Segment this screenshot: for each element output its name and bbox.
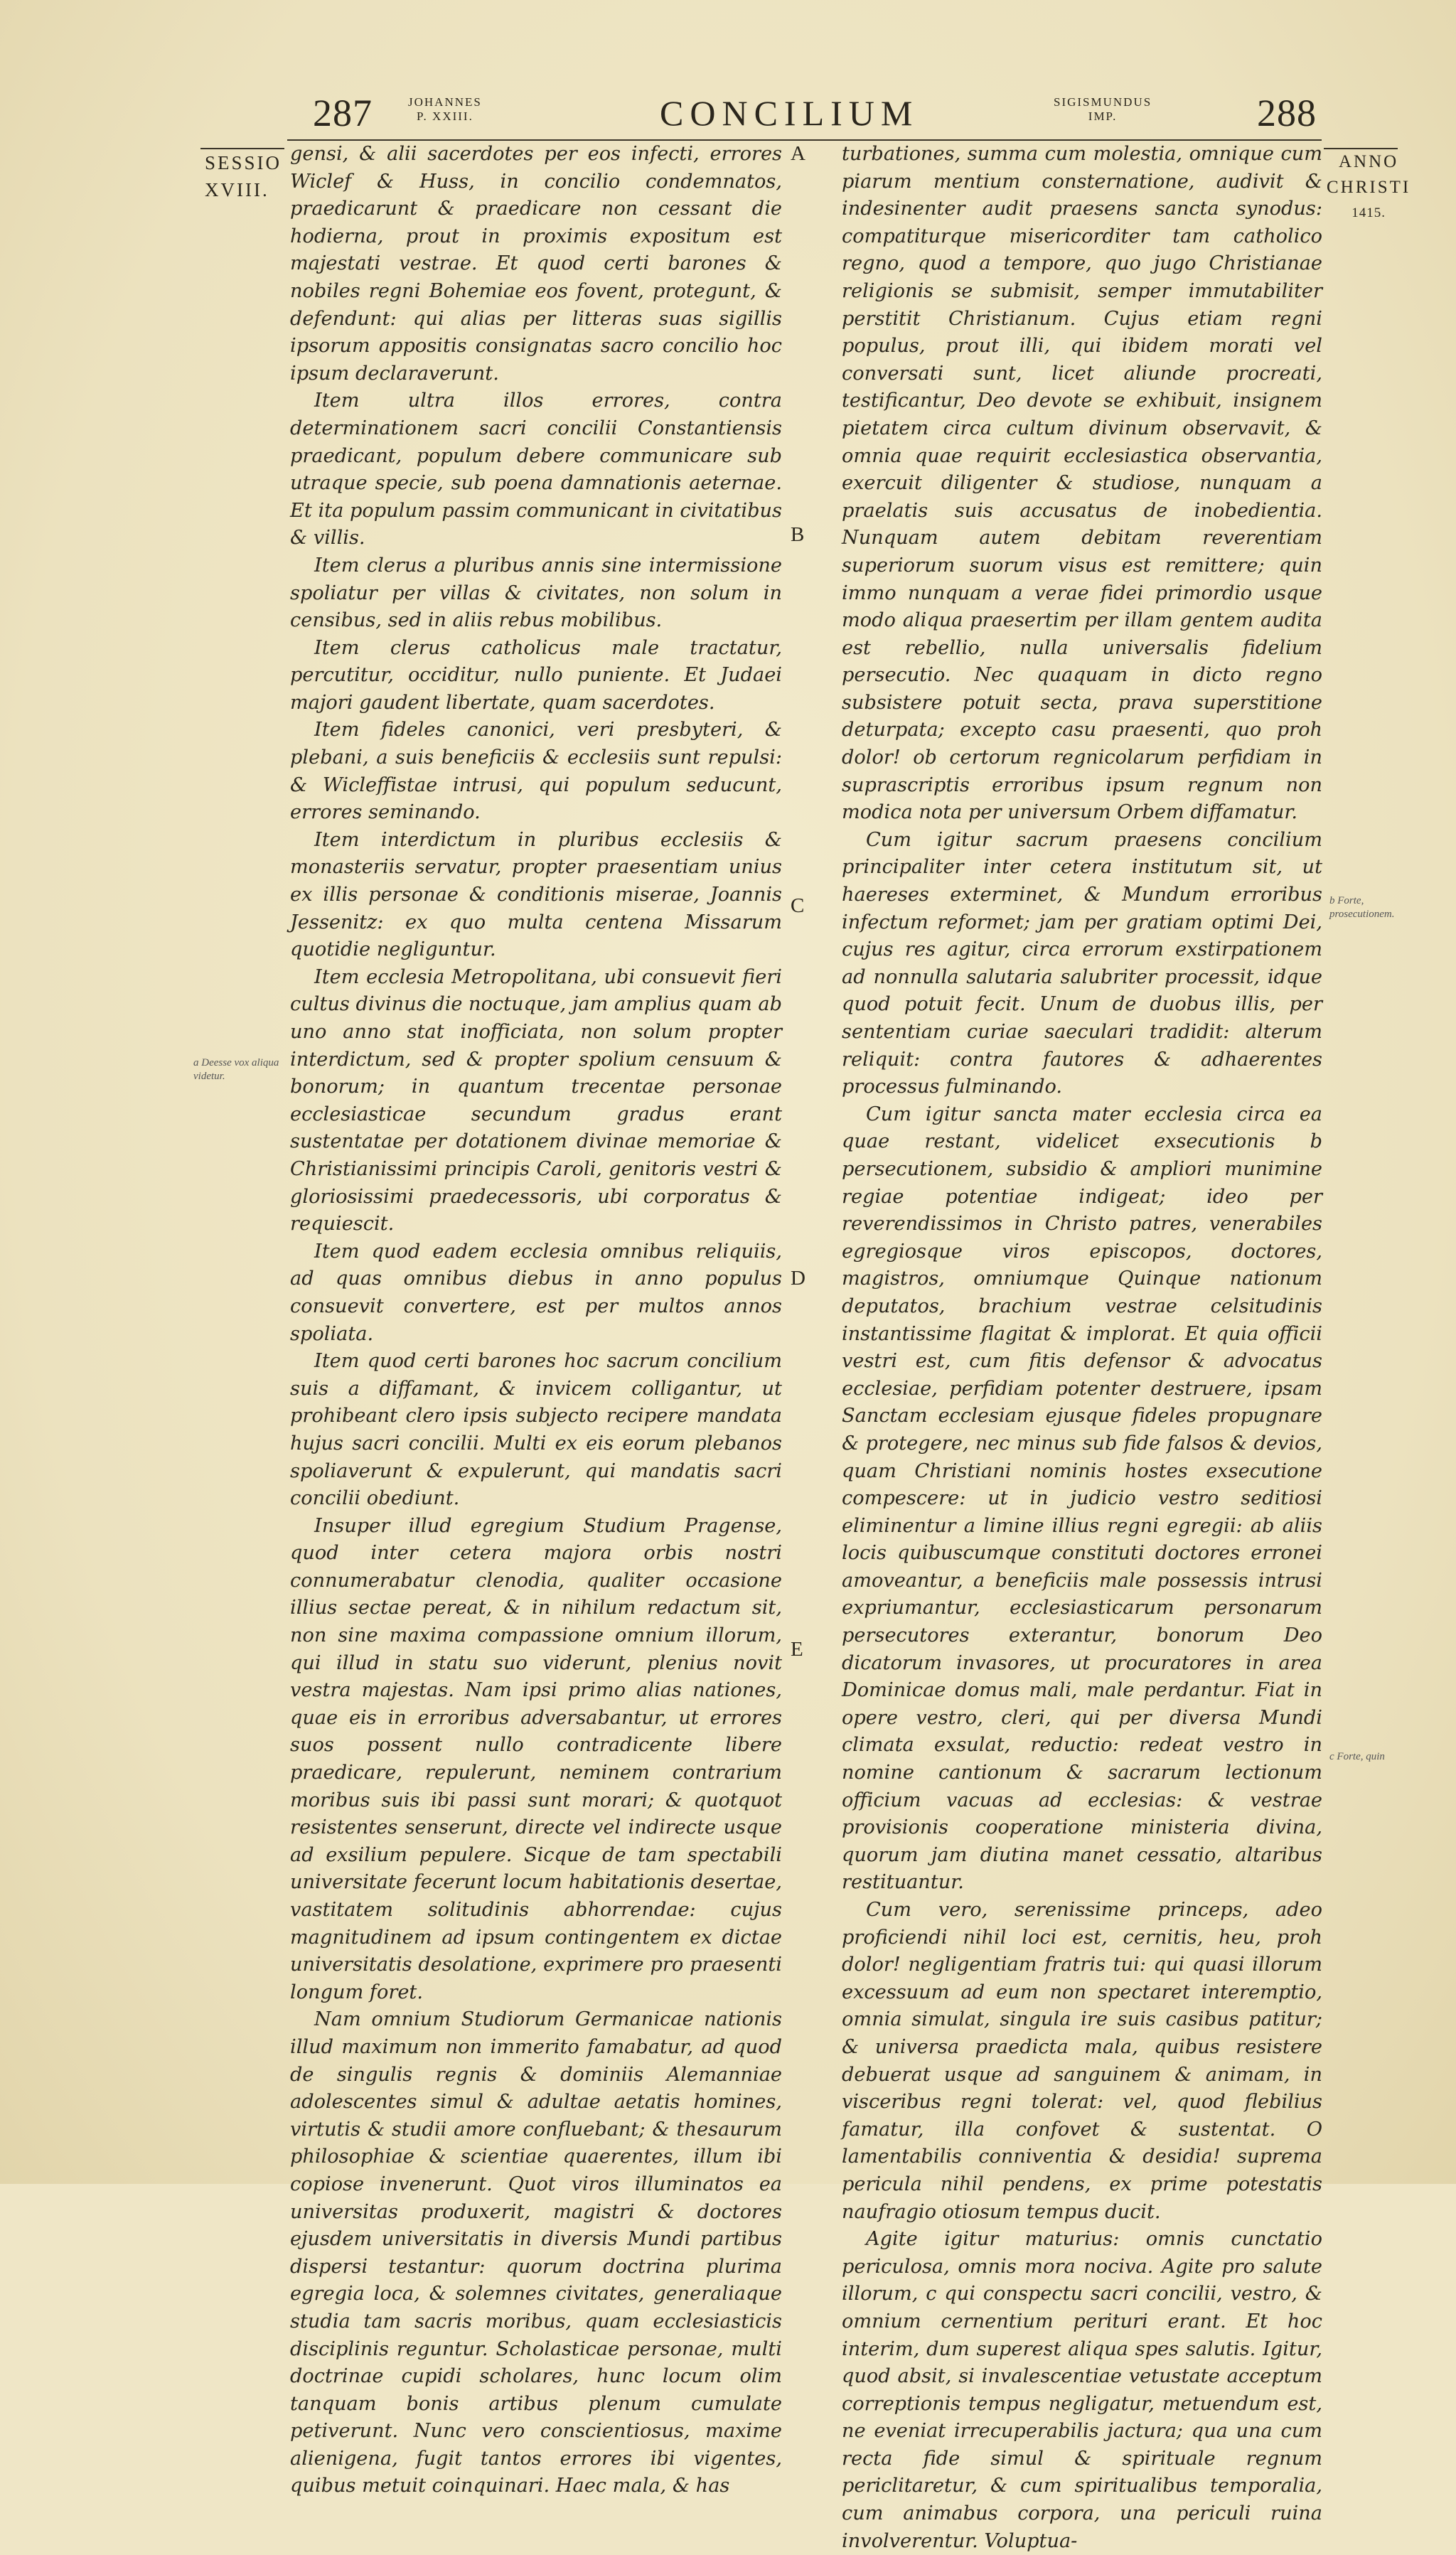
paragraph: Item ecclesia Metropolitana, ubi consuevit fieri cultus divinus die noctuque, jam amplius quam ab uno anno stat inofficiata, non solum propter interdictum, sed & propter spolium censuum & bonorum; in quantum trecentae personae ecclesiasticae secundum gradus erant sustentatae per dotationem divinae memoriae & Christianissimi principis Caroli, genitoris vestri & gloriosissimi praedecessoris, ubi corporatus & requiescit. [290, 965, 782, 1236]
paragraph: Item clerus catholicus male tractatur, percutitur, occiditur, nullo puniente. Et Judaei majori gaudent libertate, quam sacerdotes. [290, 636, 782, 714]
right-page-number: 288 [1257, 92, 1317, 134]
year-marker [1327, 149, 1410, 226]
year-value: 1415. [1351, 205, 1386, 220]
section-letter-d: D [791, 1267, 805, 1290]
left-page-number: 287 [313, 92, 373, 134]
running-head-pope-number: P. XXIII. [416, 109, 473, 123]
paragraph: Insuper illud egregium Studium Pragense, quod inter cetera majora orbis nostri connumerabatur clenodia, qualiter occasione illius sectae pereat, & in nihilum redactum sit, non sine maxima compassione omnium illorum, qui illud in statu suo viderunt, plenius novit vestra majestas. Nam ipsi primo alias nationes, quae eis in erroribus adversabantur, ut errores suos possent nullo contradicente libere praedicare, repulerunt, neminem contrarium moribus suis ibi passi sunt morari; & quotquot resistentes senserunt, directe vel indirecte usque ad exsilium pepulere. Sicque de tam spectabili universitate fecerunt locum habitationis desertae, vastitatem solitudinis abhorrendae: cujus magnitudinem ad ipsum contingentem ex dictae universitatis desolatione, exprimere pro praesenti longum foret. [290, 1514, 782, 2003]
paragraph: Agite igitur maturius: omnis cunctatio periculosa, omnis mora nociva. Agite pro salute illorum, c qui conspectu sacri concilii, vestro, & omnium cernentium perituri erant. Et hoc interim, dum superest aliqua spes salutis. Igitur, quod absit, si invalescentiae vetustate acceptum correptionis tempus negligatur, metuendum est, ne eveniat irrecuperabilis jactura; qua una cum recta fide simul & spirituale regnum periclitaretur, & cum spiritualibus temporalia, cum animabus corpora, una periculi ruina involverentur. Voluptua- [842, 2228, 1322, 2552]
paragraph: Cum igitur sacrum praesens concilium principaliter inter cetera institutum sit, ut haereses exterminet, & Mundum erroribus infectum reformet; jam per gratiam optimi Dei, cujus res agitur, circa errorum exstirpationem ad nonnulla salutaria salubriter processit, idque quod potuit fecit. Unum de duobus illis, per sententiam curiae saeculari tradidit: alterum reliquit: contra fautores & adhaerentes processus fulminando. [842, 828, 1322, 1098]
section-letter-c: C [791, 894, 805, 917]
left-running-head [408, 95, 482, 124]
paragraph: Item ultra illos errores, contra determinationem sacri concilii Constantiensis praedicant, populum debere communicare sub utraque specie, sub poena damnationis aeternae. Et ita populum passim communicant in civitatibus & villis. [290, 390, 782, 550]
paragraph: Item quod certi barones hoc sacrum concilium suis a diffamant, & invicem colligantur, ut prohibeant clero ipsis subjecto recipere mandata hujus sacri concilii. Multi ex eis eorum plebanos spoliaverunt & expulerunt, qui mandatis sacri concilii obediunt. [290, 1350, 782, 1510]
session-marker [205, 149, 282, 203]
sessio-number: XVIII. [205, 179, 269, 200]
paragraph: turbationes, summa cum molestia, omnique cum piarum mentium consternatione, audivit & indesinenter audit praesens sancta synodus: compatiturque misericorditer tam catholico regno, quod a tempore, quo jugo Christianae religionis se submisit, semper immutabiliter perstitit Christianum. Cujus etiam regni populus, prout illi, qui ibidem morati vel conversati sunt, licet aliunde procreati, testificantur, Deo devote se exhibuit, insignem pietatem circa cultum divinum observavit, & omnia quae requirit ecclesiastica observantia, exercuit diligenter & studiose, nunquam a praelatis suis accusatus de inobedientia. Nunquam autem debitam reverentiam superiorum suorum visus est remittere; quin immo nunquam a verae fidei primordio usque modo aliqua praesertim per illam gentem audita est rebellio, nulla universalis fidelium persecutio. Nec quaquam in dicto regno subsistere potuit secta, prava superstitione deturpata; excepto casu praesenti, quo proh dolor! ob certorum regnicolarum perfidiam in suprascriptis erroribus ipsum regnum non modica nota per universum Orbem diffamatur. [842, 143, 1322, 824]
paragraph: gensi, & alii sacerdotes per eos infecti, errores Wiclef & Huss, in concilio condemnatos, praedicarunt & praedicare non cessant die hodierna, prout in proximis expositum est majestati vestrae. Et quod certi barones & nobiles regni Bohemiae eos fovent, protegunt, & defendunt: qui alias per litteras suas sigillis ipsorum appositis consignatas sacro concilio hoc ipsum declaraverunt. [290, 143, 782, 385]
right-column [842, 141, 1322, 2555]
paragraph: Nam omnium Studiorum Germanicae nationis illud maximum non immerito famabatur, ad quod de singulis regnis & dominiis Alemanniae adolescentes simul & adultae aetatis homines, virtutis & studii amore confluebant; & thesaurum philosophiae & scientiae quaerentes, illum ibi copiose invenerunt. Quot viros illuminatos ea universitas produxerit, magistri & doctores ejusdem universitatis in diversis Mundi partibus dispersi testantur: quorum doctrina plurima egregia loca, & solemnes civitates, generaliaque studia tam sacris moribus, quam ecclesiasticis disciplinis reguntur. Scholasticae personae, multi doctrinae cupidi scholares, hunc locum olim tanquam bonis artibus plenum cumulate petiverunt. Nunc vero conscientiosus, maxime alienigena, fugit tantos errores ibi vigentes, quibus metuit coinquinari. Haec mala, & has [290, 2008, 782, 2497]
running-head-emperor-title: IMP. [1088, 109, 1118, 123]
paragraph: Cum vero, serenissime princeps, adeo proficiendi nihil loci est, cernitis, heu, proh dolor! negligentiam fratris tui: qui quasi illorum excessuum ad eum non spectaret interemptio, omnia simulat, singula ire suis casibus patitur; & universa praedicta mala, quibus resistere debuerat usque ad sanguinem & animam, in visceribus regni tolerat: vel, quod flebilius famatur, illa confovet & sustentat. O lamentabilis conniventia & desidia! suprema pericula nihil pendens, ex prime potestatis naufragio otiosum tempus ducit. [842, 1899, 1322, 2223]
running-head-pope: JOHANNES [408, 95, 482, 109]
note-c: c Forte, quin [1329, 1751, 1385, 1762]
christi-label: CHRISTI [1327, 178, 1411, 197]
right-running-head [1054, 95, 1152, 124]
section-letter-b: B [791, 523, 805, 546]
paragraph: Item interdictum in pluribus ecclesiis & monasteriis servatur, propter praesentiam unius ex illis personae & conditionis miserae, Joannis Jessenitz: ex quo multa centena Missarum quotidie negliguntur. [290, 828, 782, 961]
left-column [290, 141, 782, 2500]
section-letter-e: E [791, 1638, 803, 1661]
paragraph: Cum igitur sancta mater ecclesia circa ea quae restant, videlicet exsecutionis b persecutionem, subsidio & ampliori munimine regiae potentiae indigeat; ideo per reverendissimos in Christo patres, venerabiles egregiosque viros episcopos, doctores, magistros, omniumque Quinque nationum deputatos, brachium vestrae celsitudinis instantissime flagitat & implorat. Et quia officii vestri est, cum fitis defensor & advocatus ecclesiae, perfidiam potenter destruere, ipsam Sanctam ecclesiam ejusque fideles propugnare & protegere, nec minus sub fide falsos & devios, quam Christiani nominis hostes exsecutione compescere: ut in judicio vestro seditiosi eliminentur a limine illius regni egregii: ab aliis locis quibuscumque constituti doctores erronei amoveantur, a beneficiis male possessis intrusi expriumantur, ecclesiasticarum personarum persecutores exterantur, bonorum Deo dicatorum invasores, ut procuratores in area Dominicae domus mali, male perdantur. Fiat in opere vestro, cleri, qui per diversa Mundi climata exsulat, reductio: redeat vestro in nomine cantionum & sacrarum lectionum officium vacuas ad ecclesias: & vestrae provisionis cooperatione ministeria divina, quorum jam diutina manet cessatio, altaribus restituantur. [842, 1103, 1322, 1894]
paragraph: Item clerus a pluribus annis sine intermissione spoliatur per villas & civitates, non solum in censibus, sed in aliis rebus mobilibus. [290, 554, 782, 632]
sessio-label: SESSIO [205, 152, 282, 173]
note-b: b Forte, prosecutionem. [1329, 895, 1395, 920]
anno-rule [1324, 148, 1398, 149]
paragraph: Item quod eadem ecclesia omnibus reliquiis, ad quas omnibus diebus in anno populus consuevit convertere, est per multos annos spoliata. [290, 1240, 782, 1345]
running-head-emperor: SIGISMUNDUS [1054, 95, 1152, 109]
paragraph: Item fideles canonici, veri presbyteri, & plebani, a suis beneficiis & ecclesiis sunt repulsi: & Wicleffistae intrusi, qui populum seducunt, errores seminando. [290, 719, 782, 824]
sessio-rule [200, 148, 284, 149]
anno-label: ANNO [1339, 152, 1399, 171]
page-title: CONCILIUM [660, 93, 919, 133]
section-letter-a: A [791, 142, 805, 165]
note-a: a Deesse vox aliqua videtur. [193, 1057, 279, 1082]
